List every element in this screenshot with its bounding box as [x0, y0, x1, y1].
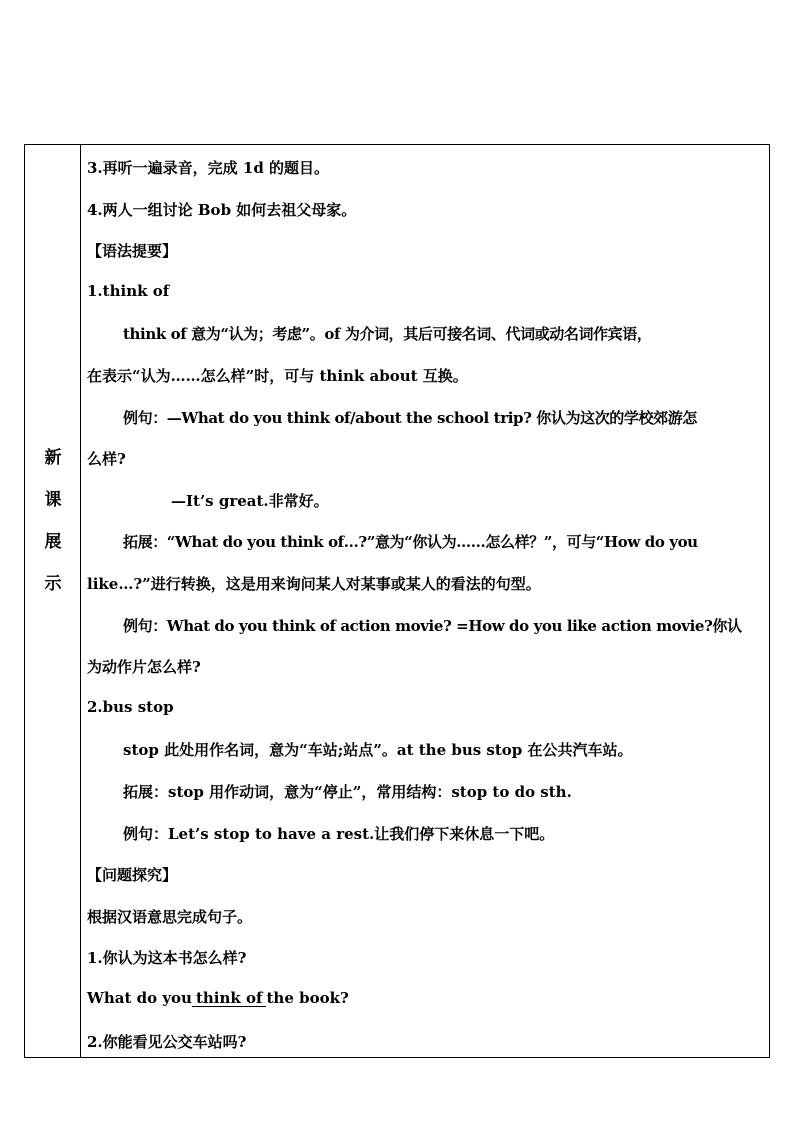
section-label-char: 课 — [44, 490, 62, 510]
section-label-char: 示 — [44, 574, 62, 594]
exercise-instruction: 根据汉语意思完成句子。 — [87, 908, 253, 926]
paragraph-line: 在表示“认为……怎么样”时，可与 think about 互换。 — [87, 367, 468, 385]
answer-blank: think of — [192, 990, 267, 1007]
section-label-cell — [25, 145, 81, 1057]
grammar-item-1-title: 1.think of — [87, 282, 170, 300]
grammar-heading: 【语法提要】 — [87, 242, 178, 260]
exercise-1-sentence — [87, 989, 349, 1007]
extension-line: like…?”进行转换，这是用来询问某人对某事或某人的看法的句型。 — [87, 575, 541, 593]
step-3: 3.再听一遍录音，完成 1d 的题目。 — [87, 159, 330, 177]
example-line: 么样? — [87, 450, 126, 468]
step-4: 4.两人一组讨论 Bob 如何去祖父母家。 — [87, 201, 357, 219]
exercise-1-prompt: 1.你认为这本书怎么样? — [87, 949, 247, 967]
exercise-2-prompt: 2.你能看见公交车站吗? — [87, 1033, 247, 1051]
example-line: 为动作片怎么样? — [87, 658, 201, 676]
example-line: 例句：—What do you think of/about the school trip? 你认为这次的学校郊游怎 — [123, 409, 697, 427]
extension-line: 拓展：“What do you think of…?”意为“你认为……怎么样？”，可与“How do you — [123, 533, 698, 551]
section-label-char: 展 — [44, 532, 62, 552]
example-answer-line: —It’s great.非常好。 — [171, 492, 329, 510]
lesson-table — [24, 144, 770, 1058]
inquiry-heading: 【问题探究】 — [87, 866, 178, 884]
example-line: 例句：Let’s stop to have a rest.让我们停下来休息一下吧。 — [123, 825, 555, 843]
section-label-char: 新 — [44, 448, 62, 468]
sentence-start: What do you — [87, 989, 192, 1007]
content-cell — [81, 145, 769, 1057]
grammar-item-2-title: 2.bus stop — [87, 698, 174, 716]
sentence-end: the book? — [266, 989, 349, 1007]
paragraph-line: stop 此处用作名词，意为“车站;站点”。at the bus stop 在公共汽车站。 — [123, 741, 633, 759]
paragraph-line: think of 意为“认为；考虑”。of 为介词，其后可接名词、代词或动名词作宾语， — [123, 325, 652, 343]
example-line: 例句：What do you think of action movie? =How do you like action movie?你认 — [123, 617, 742, 635]
extension-line: 拓展：stop 用作动词，意为“停止”，常用结构：stop to do sth. — [123, 783, 572, 801]
